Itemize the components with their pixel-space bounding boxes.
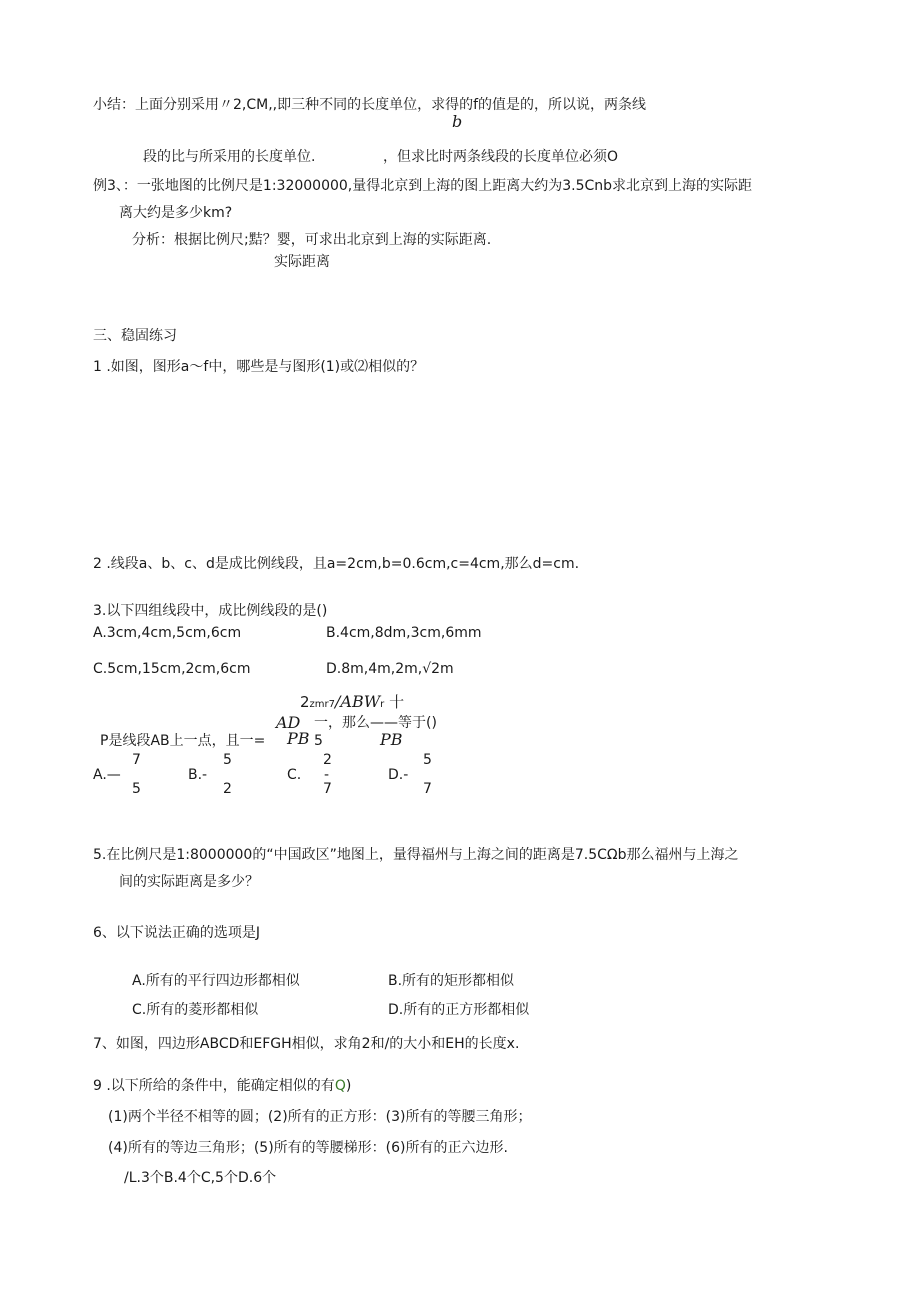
question-6-option-c: C.所有的菱形都相似 [132,1002,259,1018]
q4-option-c-denominator: 7 [323,781,332,797]
question-6-option-d: D.所有的正方形都相似 [388,1002,530,1018]
q4-top-2: 2 [300,693,310,711]
question-4-main: P是线段AB上一点，且一= [100,733,266,749]
q4-option-c-label: C. [287,767,302,783]
example3-line-1: 例3、：一张地图的比例尺是1:32000000,量得北京到上海的图上距离大约为3.5Cnb求北京到上海的实际距 [93,178,753,194]
question-9-options: /L.3个B.4个C,5个D.6个 [124,1170,277,1186]
question-6: 6、以下说法正确的选项是J [93,925,261,941]
question-7: 7、如图，四边形ABCD和EFGH相似，求角2和/的大小和EH的长度x. [93,1036,520,1052]
question-3-option-d: D.8m,4m,2m,√2m [326,661,454,677]
q4-option-d-denominator: 7 [423,781,432,797]
summary-line-2a: 段的比与所采用的长度单位. [143,149,316,165]
q9-text: 9 .以下所给的条件中，能确定相似的有 [93,1078,335,1094]
question-4-mid: 一，那么——等于() [314,715,437,731]
q4-option-b-denominator: 2 [223,781,232,797]
question-3-option-b: B.4cm,8dm,3cm,6mm [326,625,482,641]
example3-analysis-sub: 实际距离 [274,254,330,270]
q4-option-d-numerator: 5 [423,752,432,768]
question-3-option-c: C.5cm,15cm,2cm,6cm [93,661,251,677]
example3-analysis: 分析：根据比例尺;黠？婴，可求出北京到上海的实际距离. [132,232,492,248]
question-4-pb-1: PB [287,729,310,748]
q9-close-paren: ) [345,1078,352,1094]
question-6-option-a: A.所有的平行四边形都相似 [132,973,300,989]
q4-option-c-numerator: 2 [323,752,332,768]
q4-option-b-label: B.- [188,767,208,783]
question-5-line-1: 5.在比例尺是1:8000000的“中国政区”地图上，量得福州与上海之间的距离是7.5CΩb那么福州与上海之 [93,847,739,863]
q4-option-d-label: D.- [388,767,409,783]
section-title: 三、稳固练习 [93,328,177,344]
q4-top-small: zmr7 [309,699,336,710]
summary-line-1: 小结：上面分别采用〃2,CM,,即三种不同的长度单位，求得的f的值是的，所以说，两条线 [93,97,647,113]
question-1: 1 .如图，图形a～f中，哪些是与图形(1)或⑵相似的？ [93,359,425,375]
question-6-option-b: B.所有的矩形都相似 [388,973,515,989]
q4-top-sub: r [380,699,385,710]
question-5-line-2: 间的实际距离是多少？ [119,874,259,890]
q4-option-a-numerator: 7 [132,752,141,768]
question-2: 2 .线段a、b、c、d是成比例线段，且a=2cm,b=0.6cm,c=4cm,那么d=cm. [93,556,580,572]
question-4-top [300,693,404,714]
q9-answer-mark: Q [334,1078,346,1094]
question-9-line-1: (1)两个半径不相等的圆；(2)所有的正方形：(3)所有的等腰三角形； [108,1109,532,1125]
q4-option-a-label: A.— [93,767,121,783]
question-3-option-a: A.3cm,4cm,5cm,6cm [93,625,242,641]
question-4-pb-2: PB [380,730,403,749]
summary-line-2b: ，但求比时两条线段的长度单位必须O [383,149,619,165]
question-4-five: 5 [314,733,323,749]
question-9-line-2: (4)所有的等边三角形；(5)所有的等腰梯形：(6)所有的正六边形. [108,1140,508,1156]
question-4-ad: AD [276,713,301,732]
example3-line-2: 离大约是多少km? [119,205,233,221]
summary-fraction-b: b [452,112,463,131]
q4-top-plus: 十 [384,693,405,711]
question-9 [93,1077,351,1095]
q4-top-ab: /ABW [335,692,381,711]
q4-option-a-denominator: 5 [132,781,141,797]
q4-option-b-numerator: 5 [223,752,232,768]
question-3: 3.以下四组线段中，成比例线段的是() [93,603,328,619]
q4-option-c-bar: - [324,767,330,783]
